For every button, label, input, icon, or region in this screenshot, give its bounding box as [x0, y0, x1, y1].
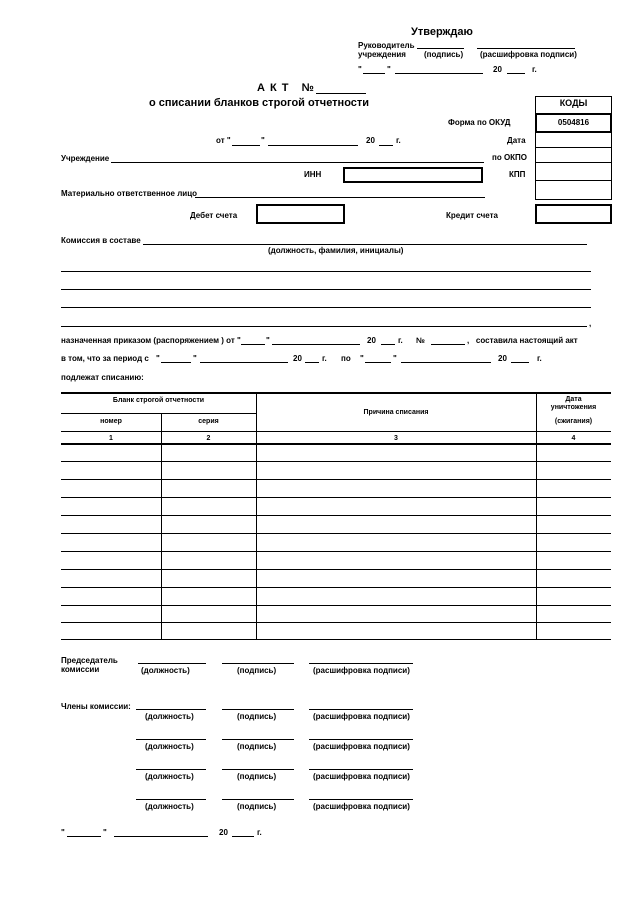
order-end: , составила настоящий акт [467, 336, 578, 345]
commission-line-3[interactable] [61, 289, 591, 290]
approve-signature-line[interactable] [417, 48, 464, 49]
order-number-line[interactable] [431, 344, 465, 345]
table-row[interactable] [61, 569, 611, 570]
footer-year: 20 [219, 828, 228, 837]
approve-month-line[interactable] [395, 73, 483, 74]
chairman-decoding-line[interactable] [309, 663, 413, 664]
member4-signature-caption: (подпись) [237, 802, 277, 811]
writeoff-table-rule-2 [61, 413, 256, 414]
members-label: Члены комиссии: [61, 702, 131, 711]
chairman-label-1: Председатель [61, 656, 118, 665]
table-row[interactable] [61, 533, 611, 534]
col-num-4: 4 [571, 435, 576, 442]
table-row[interactable] [61, 479, 611, 480]
member2-decoding-line[interactable] [309, 739, 413, 740]
act-title: А К Т № [257, 82, 315, 94]
commission-line-1[interactable] [143, 244, 587, 245]
period-to: по [341, 354, 351, 363]
period-q1: " [156, 354, 160, 363]
member1-decoding-line[interactable] [309, 709, 413, 710]
period-to-month-line[interactable] [401, 362, 491, 363]
approve-quote-close: " [387, 65, 391, 74]
codes-date-label: Дата [507, 136, 526, 145]
approve-decoding-caption: (расшифровка подписи) [480, 50, 577, 59]
approve-quote-open: " [358, 65, 362, 74]
member4-position-caption: (должность) [145, 802, 194, 811]
col-num-1: 1 [109, 435, 113, 442]
period-from-day-line[interactable] [161, 362, 191, 363]
period-text: в том, что за период с [61, 354, 149, 363]
commission-label: Комиссия в составе [61, 236, 141, 245]
subject-label: подлежат списанию: [61, 373, 144, 382]
period-q3: " [360, 354, 364, 363]
debit-field[interactable] [256, 204, 345, 224]
chairman-label-2: комиссии [61, 665, 100, 674]
th-series: серия [198, 418, 219, 425]
codes-okud-value: 0504816 [557, 118, 590, 127]
table-row[interactable] [61, 515, 611, 516]
commission-hint: (должность, фамилия, инициалы) [268, 246, 404, 255]
order-year-line[interactable] [381, 344, 395, 345]
act-year-prefix: 20 [366, 136, 375, 145]
period-g2: г. [537, 354, 542, 363]
footer-quote-close: " [103, 828, 107, 837]
approve-decoding-line[interactable] [477, 48, 575, 49]
footer-g: г. [257, 828, 262, 837]
act-year-suffix: г. [396, 136, 401, 145]
commission-line-4[interactable] [61, 307, 591, 308]
member2-signature-caption: (подпись) [237, 742, 277, 751]
order-text: назначенная приказом (распоряжением ) от " [61, 336, 241, 345]
member4-decoding-caption: (расшифровка подписи) [313, 802, 410, 811]
table-row[interactable] [61, 551, 611, 552]
period-year1: 20 [293, 354, 302, 363]
member3-position-caption: (должность) [145, 772, 194, 781]
approve-year-line[interactable] [507, 73, 525, 74]
member1-position-caption: (должность) [145, 712, 194, 721]
member2-position-line[interactable] [136, 739, 206, 740]
order-no: № [416, 336, 425, 345]
period-to-day-line[interactable] [365, 362, 391, 363]
member2-decoding-caption: (расшифровка подписи) [313, 742, 410, 751]
member2-position-caption: (должность) [145, 742, 194, 751]
member2-signature-line[interactable] [222, 739, 294, 740]
th-reason: Причина списания [363, 409, 429, 416]
codes-box [535, 96, 612, 200]
codes-row-divider-3 [535, 180, 612, 181]
approve-day-line[interactable] [363, 73, 385, 74]
member3-decoding-caption: (расшифровка подписи) [313, 772, 410, 781]
chairman-position-caption: (должность) [141, 666, 190, 675]
member1-signature-line[interactable] [222, 709, 294, 710]
approve-year-prefix: 20 [493, 65, 502, 74]
period-to-year-line[interactable] [511, 362, 529, 363]
codes-row-divider-1 [535, 147, 612, 148]
act-day-line[interactable] [232, 145, 260, 146]
writeoff-table-rule-4 [61, 443, 611, 445]
period-from-month-line[interactable] [200, 362, 288, 363]
member4-decoding-line[interactable] [309, 799, 413, 800]
order-year: 20 [367, 336, 376, 345]
order-quote: " [266, 336, 270, 345]
approve-year-suffix: г. [532, 65, 537, 74]
period-q4: " [393, 354, 397, 363]
act-year-line[interactable] [379, 145, 393, 146]
debit-label: Дебет счета [190, 211, 238, 220]
th-blank: Бланк строгой отчетности [112, 397, 205, 404]
chairman-decoding-caption: (расшифровка подписи) [313, 666, 410, 675]
footer-quote-open: " [61, 828, 65, 837]
footer-year-line[interactable] [232, 836, 254, 837]
th-date-1: Дата [565, 396, 582, 403]
codes-row-divider-2 [535, 162, 612, 163]
period-year2: 20 [498, 354, 507, 363]
member3-signature-line[interactable] [222, 769, 294, 770]
institution-line[interactable] [111, 162, 484, 163]
chairman-signature-caption: (подпись) [237, 666, 277, 675]
th-number: номер [100, 418, 122, 425]
codes-title: КОДЫ [559, 98, 588, 108]
table-row[interactable] [61, 605, 611, 606]
approve-signature-caption: (подпись) [424, 50, 464, 59]
period-q2: " [193, 354, 197, 363]
inn-label: ИНН [304, 170, 322, 179]
member1-decoding-caption: (расшифровка подписи) [313, 712, 410, 721]
order-g: г. [398, 336, 403, 345]
member3-position-line[interactable] [136, 769, 206, 770]
member3-decoding-line[interactable] [309, 769, 413, 770]
chairman-position-line[interactable] [138, 663, 206, 664]
col-num-3: 3 [394, 435, 398, 442]
chairman-signature-line[interactable] [222, 663, 294, 664]
responsible-label: Материально ответственное лицо [61, 189, 198, 198]
inn-field[interactable] [343, 167, 483, 183]
head-label-1: Руководитель [358, 41, 415, 50]
head-label-2: учреждения [358, 50, 406, 59]
institution-label: Учреждение [61, 154, 110, 163]
act-number-line[interactable] [316, 93, 366, 94]
commission-line-5[interactable] [61, 326, 587, 327]
member4-position-line[interactable] [136, 799, 206, 800]
period-from-year-line[interactable] [305, 362, 319, 363]
th-date-3: (сжигания) [554, 418, 593, 425]
table-row[interactable] [61, 497, 611, 498]
act-date-quote: " [261, 136, 265, 145]
approve-title: Утверждаю [411, 26, 473, 38]
act-month-line[interactable] [268, 145, 358, 146]
member3-signature-caption: (подпись) [237, 772, 277, 781]
codes-okud-label: Форма по ОКУД [448, 118, 511, 127]
col-num-2: 2 [206, 435, 211, 442]
footer-day-line[interactable] [67, 836, 101, 837]
codes-kpp-label: КПП [509, 170, 526, 179]
footer-month-line[interactable] [114, 836, 208, 837]
order-month-line[interactable] [272, 344, 360, 345]
commission-line-2[interactable] [61, 271, 591, 272]
period-g1: г. [322, 354, 327, 363]
commission-line-comma: , [589, 319, 592, 328]
member1-position-line[interactable] [136, 709, 206, 710]
table-row[interactable] [61, 622, 611, 623]
th-date-2: уничтожения [550, 404, 597, 411]
member1-signature-caption: (подпись) [237, 712, 277, 721]
responsible-line[interactable] [195, 197, 485, 198]
table-row[interactable] [61, 587, 611, 588]
codes-okpo-label: по ОКПО [492, 153, 528, 162]
member4-signature-line[interactable] [222, 799, 294, 800]
writeoff-table-rule-3 [61, 431, 611, 432]
writeoff-table-rule [61, 392, 611, 394]
act-date-from: от " [216, 136, 231, 145]
credit-field[interactable] [535, 204, 612, 224]
order-day-line[interactable] [241, 344, 265, 345]
table-row[interactable] [61, 639, 611, 640]
table-row[interactable] [61, 461, 611, 462]
act-subtitle: о списании бланков строгой отчетности [149, 97, 370, 109]
credit-label: Кредит счета [446, 211, 498, 220]
